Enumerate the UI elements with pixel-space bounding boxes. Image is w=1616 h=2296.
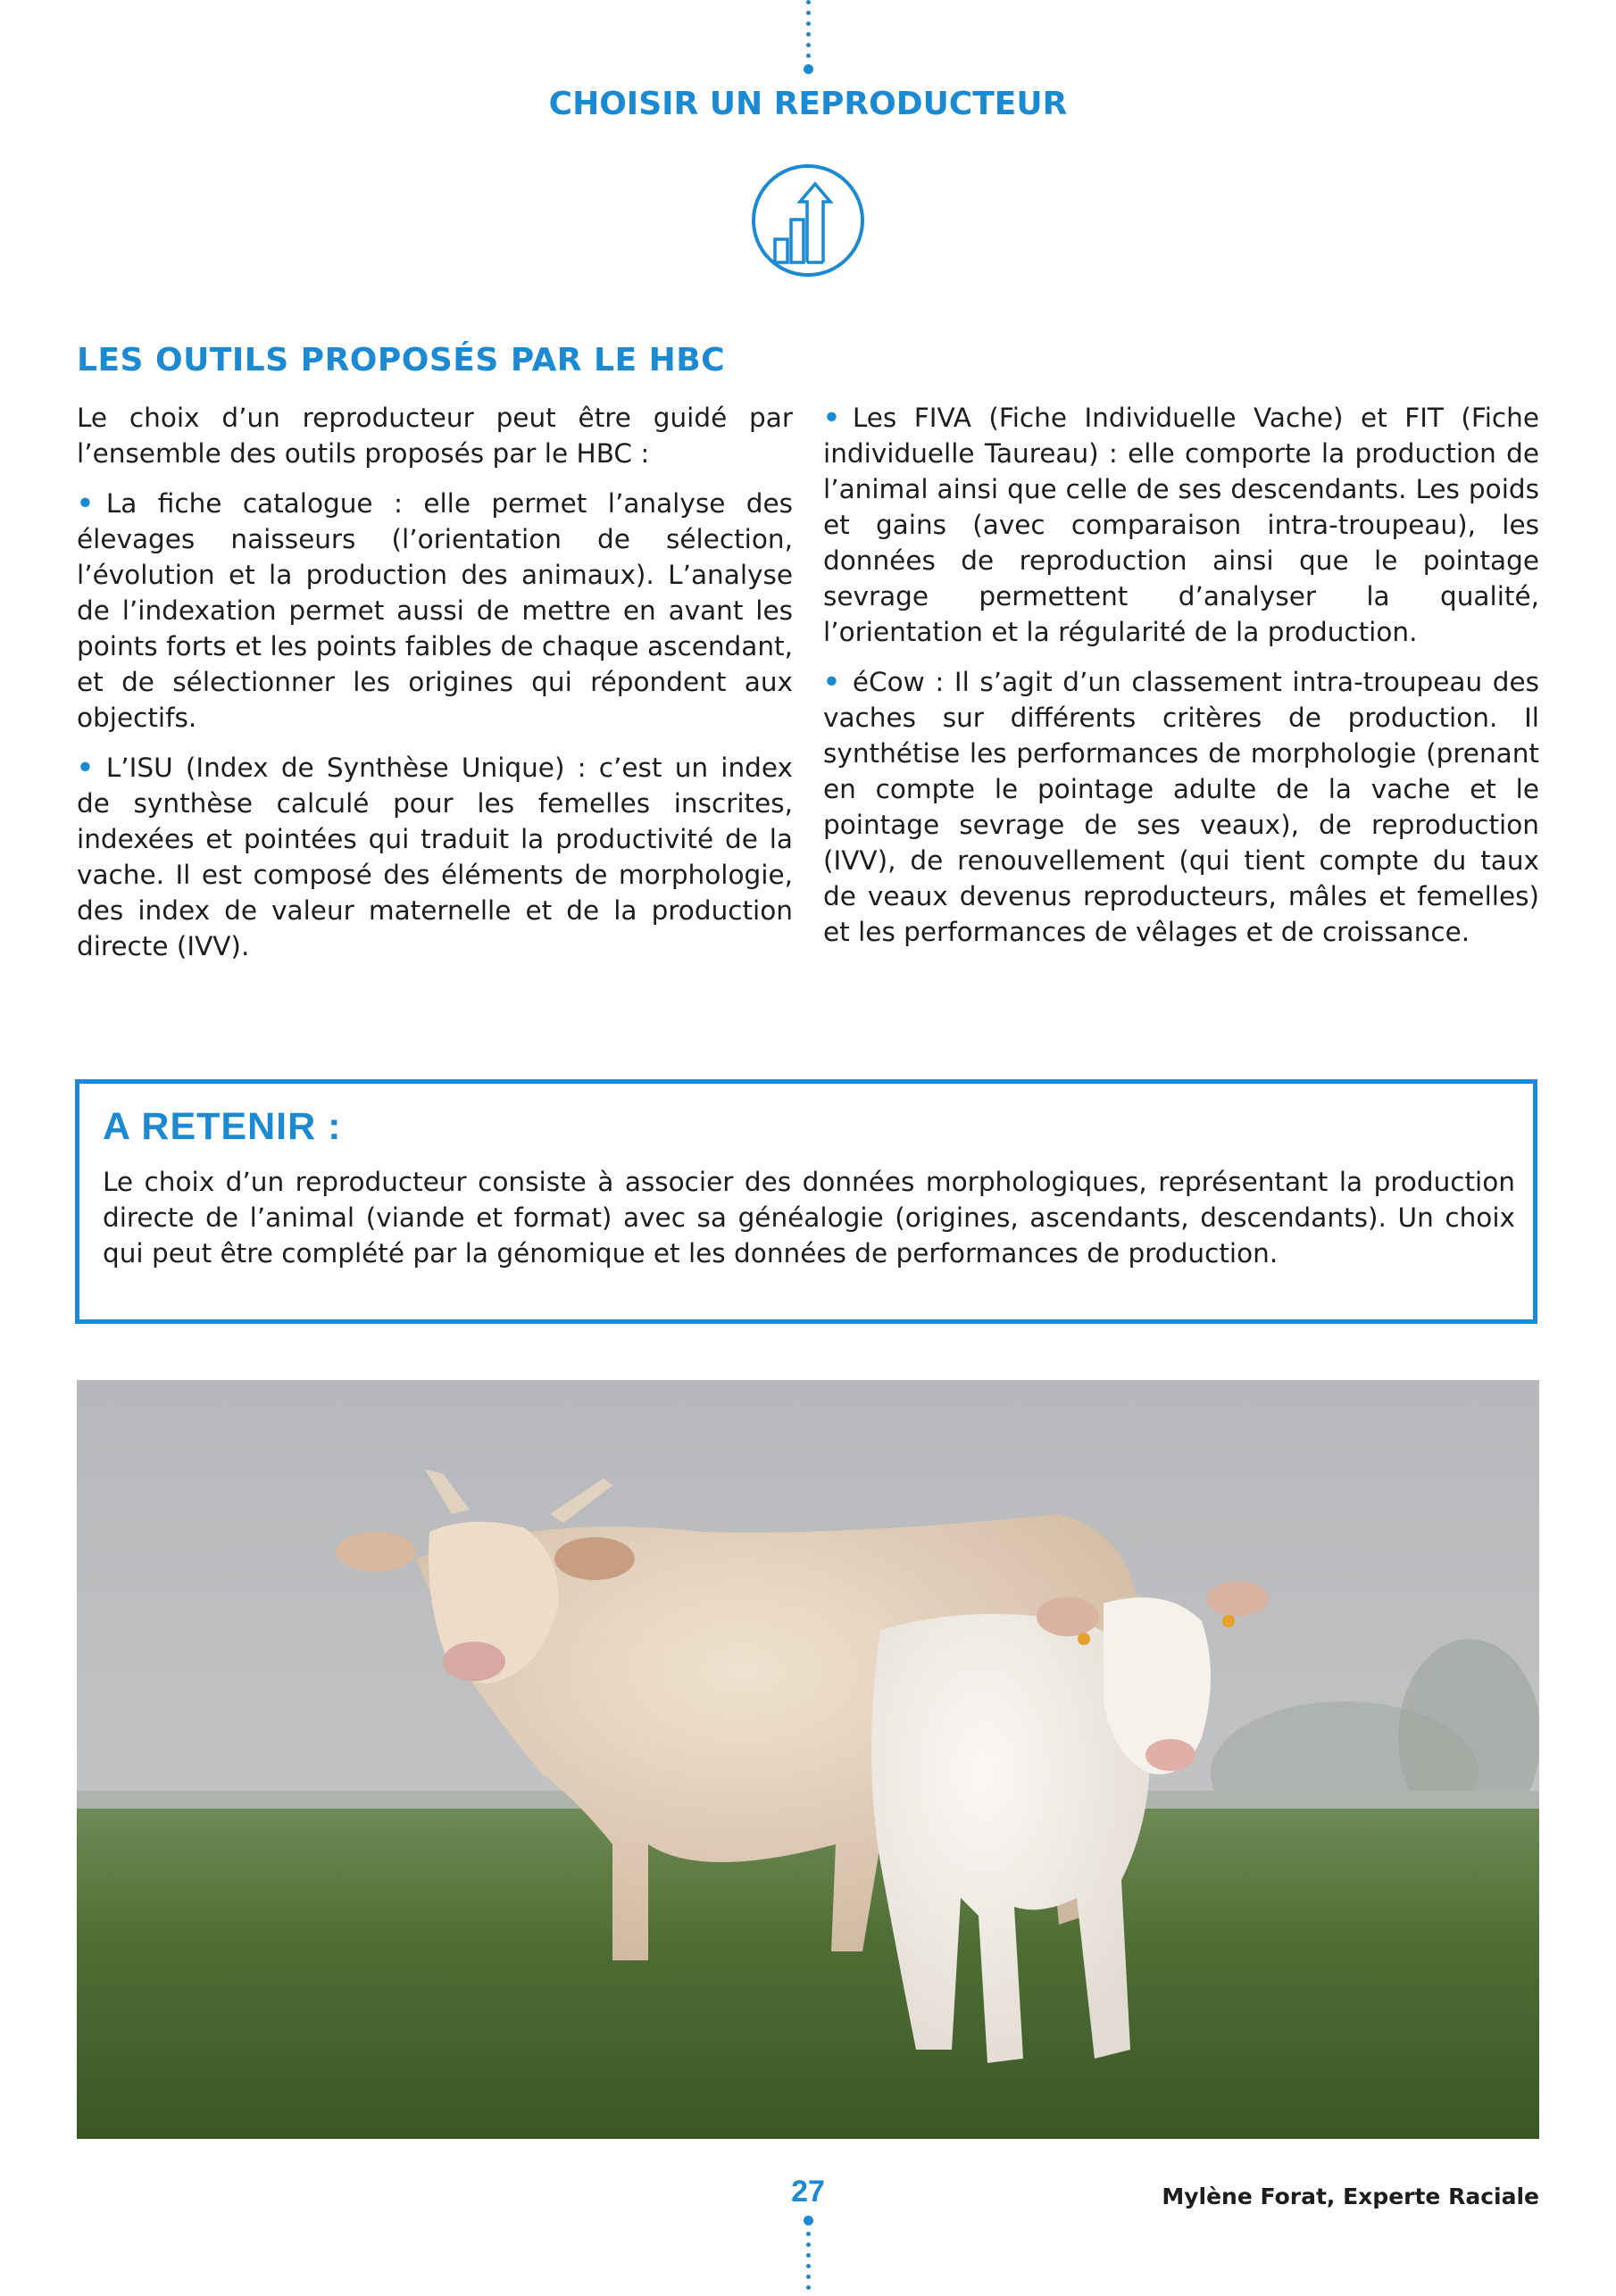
bullet-text: éCow : Il s’agit d’un classement intra-troupeau des vaches sur différents critères de production. Il synthétise les performances de morphologie (prenant en compte le pointage adulte de la vache et le pointage sevrage de ses veaux), de reproduction (IVV), de renouvellement (qui tient compte du taux de veaux devenus reproducteurs, mâles et femelles) et les performances de vêlages et de croissance. <box>823 667 1539 947</box>
intro-paragraph: Le choix d’un reproducteur peut être guidé par l’ensemble des outils proposés par le HBC : <box>77 403 793 469</box>
bullet-icon: • <box>77 753 94 783</box>
bullet-text: L’ISU (Index de Synthèse Unique) : c’est un index de synthèse calculé pour les femelles inscrites, indexées et pointées qui traduit la productivité de la vache. Il est composé des éléments de morphologie, des index de valeur maternelle et de la production directe (IVV). <box>77 753 793 961</box>
bullet-icon: • <box>823 403 840 433</box>
cow-and-calf-photo <box>77 1380 1539 2139</box>
growth-bar-chart-icon <box>750 162 866 279</box>
bullet-text: Les FIVA (Fiche Individuelle Vache) et FIT (Fiche individuelle Taureau) : elle comporte la production de l’animal ainsi que celle de ses descendants. Les poids et gains (avec comparaison intra-troupeau), les données de reproduction ainsi que le pointage sevrage permettent d’analyser la qualité, l’orientation et la régularité de la production. <box>823 403 1539 647</box>
bullet-isu <box>77 750 793 964</box>
key-takeaway-text: Le choix d’un reproducteur consiste à associer des données morphologiques, représentant la production directe de l’animal (viande et format) avec sa généalogie (origines, ascendants, descendants). Un choix qui peut être complété par la génomique et les données de performances de production. <box>103 1167 1515 1269</box>
bullet-ecow <box>823 664 1539 950</box>
bullet-fiche-catalogue <box>77 486 793 736</box>
right-column <box>823 400 1539 964</box>
page-header-title: CHOISIR UN REPRODUCTEUR <box>548 86 1068 122</box>
author-credit: Mylène Forat, Experte Raciale <box>1162 2184 1539 2209</box>
bullet-fiva-fit <box>823 400 1539 650</box>
key-takeaway-box <box>75 1079 1537 1324</box>
page-number: 27 <box>791 2175 825 2209</box>
top-dotted-line <box>805 0 811 80</box>
section-heading: LES OUTILS PROPOSÉS PAR LE HBC <box>77 342 726 379</box>
bullet-icon: • <box>77 488 94 519</box>
key-takeaway-title: A RETENIR : <box>103 1105 342 1148</box>
left-column <box>77 400 793 978</box>
bullet-text: La fiche catalogue : elle permet l’analyse des élevages naisseurs (l’orientation de sélection, l’évolution et la production des animaux). L’analyse de l’indexation permet aussi de mettre en avant les points forts et les points faibles de chaque ascendant, et de sélectionner les origines qui répondent aux objectifs. <box>77 488 793 733</box>
bottom-dotted-line <box>805 2216 811 2296</box>
pasture-photo-illustration <box>77 1380 1539 2139</box>
bullet-icon: • <box>823 667 840 697</box>
